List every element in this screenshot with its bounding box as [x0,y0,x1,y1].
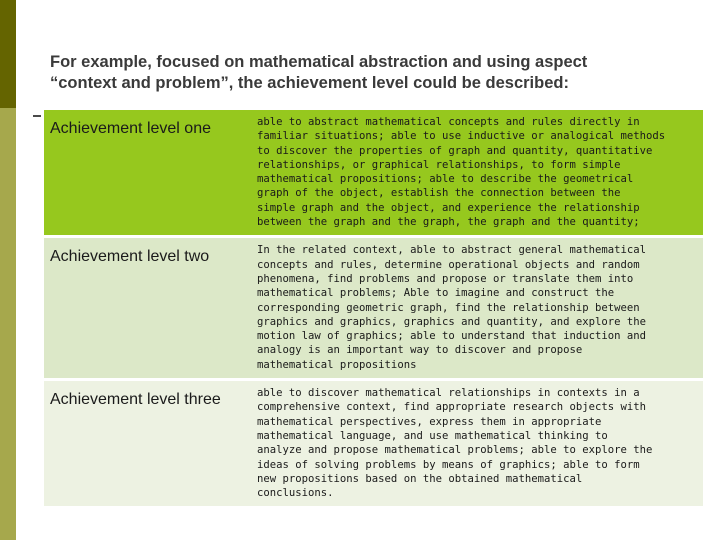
level-description [254,237,703,380]
description-line: mathematical propositions; able to describe the geometrical [257,173,634,186]
description-line: mathematical problems; Able to imagine and construct the [257,287,615,300]
achievement-levels-table [44,110,703,509]
description-line: familiar situations; able to use inductive or analogical methods [257,130,666,143]
level-description [254,110,703,237]
description-line: able to abstract mathematical concepts and rules directly in [257,116,640,128]
description-line: In the related context, able to abstract general mathematical [257,244,647,257]
slide-sidebar-top [0,0,16,108]
description-line: corresponding geometric graph, find the relationship between [257,301,640,314]
description-line: mathematical perspectives, express them in appropriate [257,415,602,428]
level-title: Achievement level three [44,380,254,508]
intro-line: “context and problem”, the achievement level could be described: [50,74,569,92]
level-description [254,380,703,508]
description-line: relationships, or graphical relationships, to form simple [257,158,621,171]
intro-line: For example, focused on mathematical abstraction and using aspect [50,53,588,71]
description-line: phenomena, find problems and propose or translate them into [257,272,634,285]
description-line: simple graph and the object, and experience the relationship [257,201,640,214]
slide-sidebar-bottom [0,108,16,540]
level-title: Achievement level one [44,110,254,237]
table-row-level-one [44,110,703,237]
bullet-dash-mark [33,115,41,117]
description-line: analyze and propose mathematical problems; able to explore the [257,444,653,457]
level-title: Achievement level two [44,237,254,380]
description-line: able to discover mathematical relationships in contexts in a [257,387,640,400]
table-row-level-two [44,237,703,380]
description-line: mathematical language, and use mathematical thinking to [257,429,608,442]
description-line: comprehensive context, find appropriate research objects with [257,401,647,414]
description-line: concepts and rules, determine operational objects and random [257,258,640,271]
description-line: new propositions based on the obtained mathematical [257,472,583,485]
description-line: graph of the object, establish the connection between the [257,187,621,200]
description-line: ideas of solving problems by means of graphics; able to form [257,458,640,471]
description-line: to discover the properties of graph and quantity, quantitative [257,144,653,157]
description-line: conclusions. [257,487,334,500]
table-row-level-three [44,380,703,508]
description-line: between the graph and the graph, the graph and the quantity; [257,216,640,229]
description-line: mathematical propositions [257,358,417,371]
intro-text [50,52,700,94]
description-line: motion law of graphics; able to understand that induction and [257,330,647,343]
description-line: graphics and graphics, graphics and quantity, and explore the [257,315,647,328]
description-line: analogy is an important way to discover and propose [257,344,583,357]
